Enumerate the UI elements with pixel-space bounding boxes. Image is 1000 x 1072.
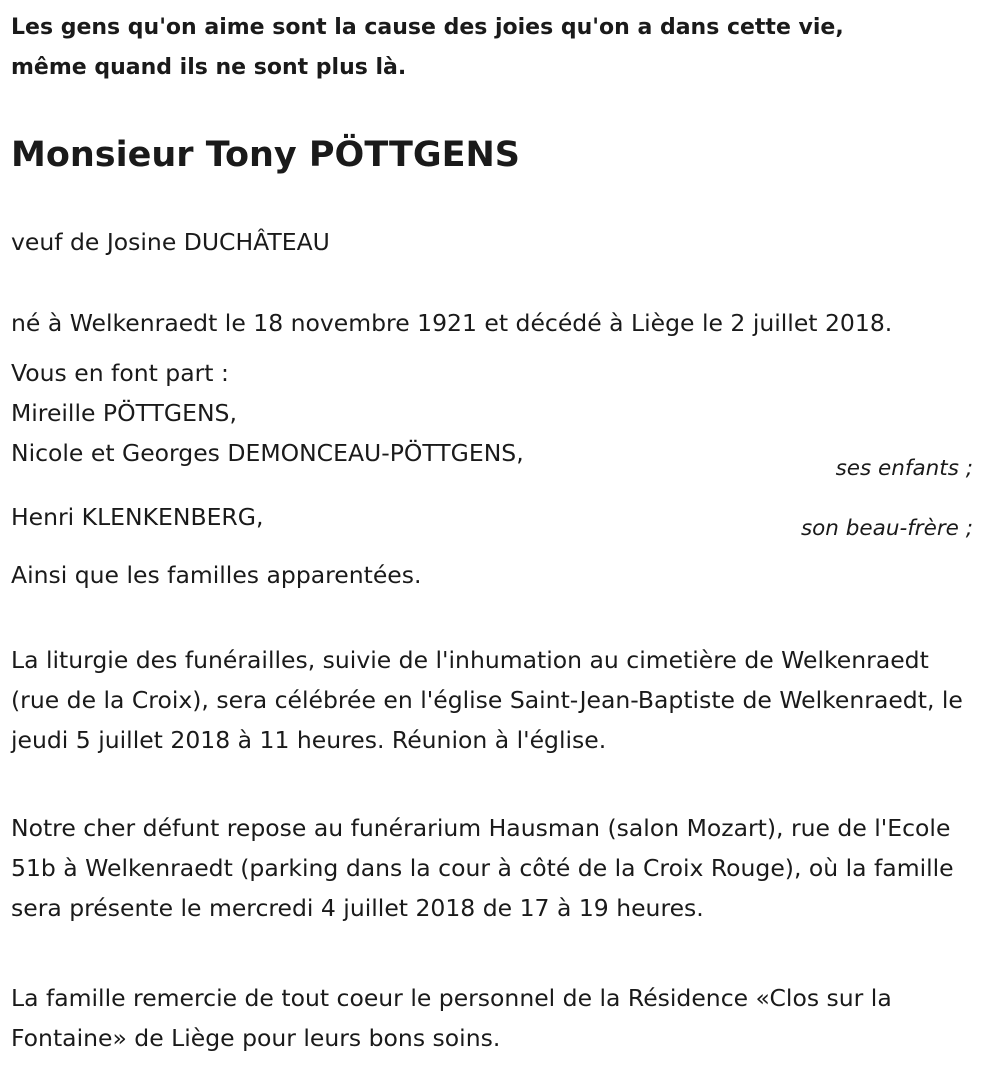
family-intro: Vous en font part : <box>11 359 229 387</box>
birth-death-line: né à Welkenraedt le 18 novembre 1921 et décédé à Liège le 2 juillet 2018. <box>11 309 893 337</box>
thanks-paragraph: La famille remercie de tout coeur le personnel de la Résidence «Clos sur la Fontaine» de Liège pour leurs bons soins. <box>11 984 892 1052</box>
other-families: Ainsi que les familles apparentées. <box>11 561 422 589</box>
rest-paragraph: Notre cher défunt repose au funérarium Hausman (salon Mozart), rue de l'Ecole 51b à Welkenraedt (parking dans la cour à côté de la Croix Rouge), où la famille sera présente le mercredi 4 juillet 2018 de 17 à 19 heures. <box>11 814 954 922</box>
quote-line-1: Les gens qu'on aime sont la cause des joies qu'on a dans cette vie, <box>11 15 844 40</box>
brother-in-law-relation: son beau-frère ; <box>800 516 973 541</box>
widow-of: veuf de Josine DUCHÂTEAU <box>11 228 330 256</box>
funeral-paragraph: La liturgie des funérailles, suivie de l'inhumation au cimetière de Welkenraedt (rue de la Croix), sera célébrée en l'église Saint-Jean-Baptiste de Welkenraedt, le jeudi 5 juillet 2018 à 11 heures. Réunion à l'église. <box>11 646 963 754</box>
deceased-name: Monsieur Tony PÖTTGENS <box>11 135 521 175</box>
child-2: Nicole et Georges DEMONCEAU-PÖTTGENS, <box>11 439 524 467</box>
children-relation: ses enfants ; <box>835 456 973 481</box>
family-announcement <box>11 356 981 598</box>
opening-quote <box>11 8 981 88</box>
child-1: Mireille PÖTTGENS, <box>11 399 237 427</box>
brother-in-law: Henri KLENKENBERG, <box>11 503 264 531</box>
quote-line-2: même quand ils ne sont plus là. <box>11 55 407 80</box>
